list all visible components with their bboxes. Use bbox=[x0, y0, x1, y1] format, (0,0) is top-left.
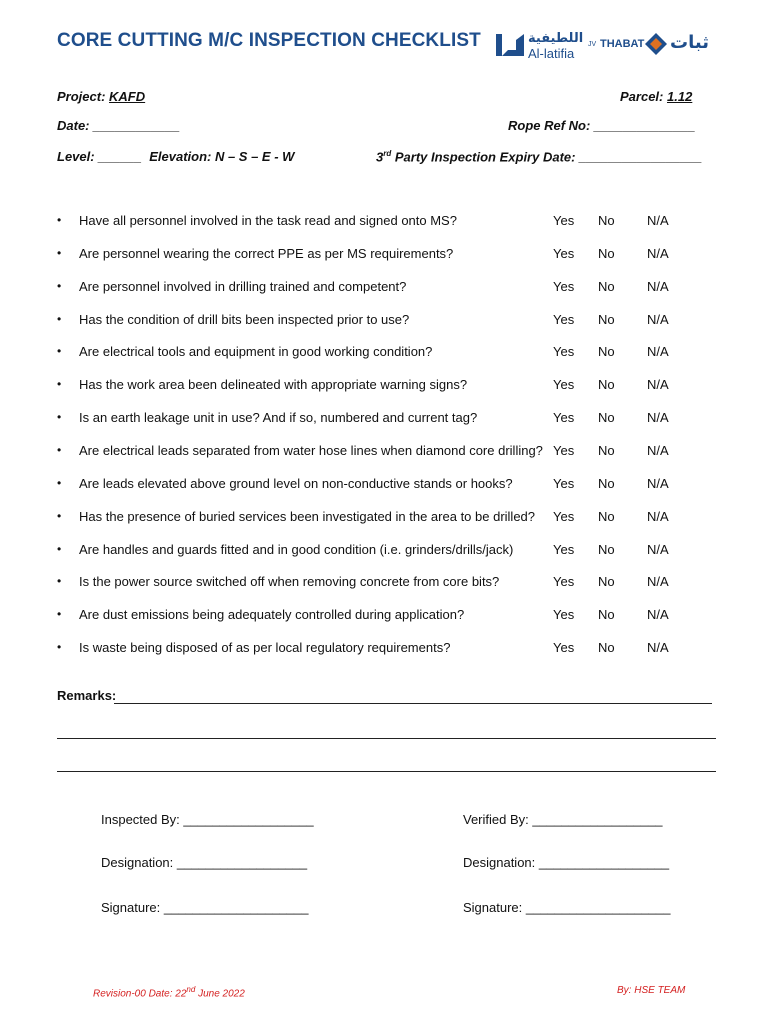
checklist-item bbox=[57, 213, 697, 233]
date-field bbox=[57, 118, 180, 133]
bullet-icon: • bbox=[57, 542, 62, 556]
option-na[interactable]: N/A bbox=[647, 476, 669, 491]
option-yes[interactable]: Yes bbox=[553, 607, 575, 622]
checklist-item bbox=[57, 542, 697, 562]
third-party-prefix: 3 bbox=[376, 149, 384, 165]
revision-sup: nd bbox=[186, 985, 196, 994]
bullet-icon: • bbox=[57, 246, 62, 260]
bullet-icon: • bbox=[57, 312, 62, 326]
verified-by-field bbox=[463, 812, 663, 827]
bullet-icon: • bbox=[57, 213, 62, 227]
question-text: Are dust emissions being adequately controlled during application? bbox=[79, 607, 465, 622]
option-yes[interactable]: Yes bbox=[553, 246, 575, 261]
option-na[interactable]: N/A bbox=[647, 509, 669, 524]
revision-suffix: June 2022 bbox=[198, 988, 245, 1000]
option-no[interactable]: No bbox=[598, 476, 615, 491]
project-label: Project: bbox=[57, 89, 106, 104]
third-party-blank[interactable]: _________________ bbox=[579, 149, 703, 165]
checklist-item bbox=[57, 246, 697, 266]
question-text: Has the presence of buried services been investigated in the area to be drilled? bbox=[79, 509, 536, 524]
option-no[interactable]: No bbox=[598, 542, 615, 557]
al-latifia-arabic: اللطيفية bbox=[528, 30, 584, 45]
bullet-icon: • bbox=[57, 574, 62, 588]
verified-by-blank[interactable]: __________________ bbox=[532, 812, 663, 827]
bullet-icon: • bbox=[57, 476, 62, 490]
third-party-sup: rd bbox=[383, 149, 392, 158]
checklist-item bbox=[57, 312, 697, 332]
option-no[interactable]: No bbox=[598, 410, 615, 425]
inspected-by-label: Inspected By: bbox=[101, 812, 180, 827]
option-no[interactable]: No bbox=[598, 246, 615, 261]
remarks-label: Remarks: bbox=[57, 688, 117, 703]
option-yes[interactable]: Yes bbox=[553, 344, 575, 359]
checklist-item bbox=[57, 279, 697, 299]
parcel-value: 1.12 bbox=[667, 89, 693, 104]
remarks-line-2[interactable] bbox=[57, 738, 716, 739]
option-yes[interactable]: Yes bbox=[553, 574, 575, 589]
checklist-item bbox=[57, 443, 697, 463]
option-no[interactable]: No bbox=[598, 377, 615, 392]
option-yes[interactable]: Yes bbox=[553, 640, 575, 655]
signature-right-blank[interactable]: ____________________ bbox=[525, 900, 671, 915]
company-logos bbox=[494, 30, 709, 64]
signature-left-label: Signature: bbox=[101, 900, 161, 915]
question-text: Are handles and guards fitted and in good condition (i.e. grinders/drills/jack) bbox=[79, 542, 514, 557]
question-text: Are electrical tools and equipment in good working condition? bbox=[79, 344, 433, 359]
question-text: Have all personnel involved in the task read and signed onto MS? bbox=[79, 213, 457, 228]
level-field bbox=[57, 149, 294, 164]
option-yes[interactable]: Yes bbox=[553, 213, 575, 228]
checklist-item bbox=[57, 607, 697, 627]
question-text: Are personnel involved in drilling trained and competent? bbox=[79, 279, 407, 294]
page-title: CORE CUTTING M/C INSPECTION CHECKLIST bbox=[57, 30, 481, 51]
signature-right-label: Signature: bbox=[463, 900, 523, 915]
option-yes[interactable]: Yes bbox=[553, 476, 575, 491]
revision-footer bbox=[93, 985, 245, 999]
rope-ref-field bbox=[508, 118, 695, 133]
option-no[interactable]: No bbox=[598, 640, 615, 655]
bullet-icon: • bbox=[57, 410, 62, 424]
date-blank[interactable]: ____________ bbox=[93, 118, 180, 133]
thabat-latin: THABAT bbox=[600, 38, 645, 50]
third-party-field bbox=[376, 149, 702, 164]
option-yes[interactable]: Yes bbox=[553, 410, 575, 425]
thabat-diamond-icon bbox=[644, 32, 668, 56]
bullet-icon: • bbox=[57, 607, 62, 621]
option-na[interactable]: N/A bbox=[647, 640, 669, 655]
bullet-icon: • bbox=[57, 443, 62, 457]
rope-ref-blank[interactable]: ______________ bbox=[593, 118, 696, 133]
option-no[interactable]: No bbox=[598, 344, 615, 359]
bullet-icon: • bbox=[57, 509, 62, 523]
option-no[interactable]: No bbox=[598, 607, 615, 622]
option-no[interactable]: No bbox=[598, 279, 615, 294]
jv-label: JV bbox=[588, 41, 597, 48]
bullet-icon: • bbox=[57, 377, 62, 391]
option-na[interactable]: N/A bbox=[647, 246, 669, 261]
checklist-item bbox=[57, 640, 697, 660]
project-value: KAFD bbox=[109, 89, 146, 104]
designation-left-blank[interactable]: __________________ bbox=[176, 855, 308, 870]
option-na[interactable]: N/A bbox=[647, 279, 669, 294]
bullet-icon: • bbox=[57, 640, 62, 654]
designation-right-blank[interactable]: __________________ bbox=[538, 855, 670, 870]
inspected-by-field bbox=[101, 812, 314, 827]
rope-ref-label: Rope Ref No: bbox=[508, 118, 591, 133]
checklist-item bbox=[57, 476, 697, 496]
option-na[interactable]: N/A bbox=[647, 344, 669, 359]
level-blank[interactable]: ______ bbox=[98, 149, 142, 164]
checklist-item bbox=[57, 509, 697, 529]
signature-left-blank[interactable]: ____________________ bbox=[163, 900, 309, 915]
option-na[interactable]: N/A bbox=[647, 312, 669, 327]
option-yes[interactable]: Yes bbox=[553, 509, 575, 524]
option-na[interactable]: N/A bbox=[647, 377, 669, 392]
option-na[interactable]: N/A bbox=[647, 410, 669, 425]
option-na[interactable]: N/A bbox=[647, 213, 669, 228]
signature-right-field bbox=[463, 900, 671, 915]
option-na[interactable]: N/A bbox=[647, 574, 669, 589]
question-text: Are electrical leads separated from water hose lines when diamond core drilling? bbox=[79, 443, 543, 458]
option-na[interactable]: N/A bbox=[647, 607, 669, 622]
option-no[interactable]: No bbox=[598, 509, 615, 524]
option-no[interactable]: No bbox=[598, 574, 615, 589]
author-footer: By: HSE TEAM bbox=[617, 985, 686, 996]
level-label: Level: bbox=[57, 149, 95, 164]
designation-right-label: Designation: bbox=[463, 855, 536, 870]
checklist-item bbox=[57, 574, 697, 594]
bullet-icon: • bbox=[57, 344, 62, 358]
question-text: Has the work area been delineated with appropriate warning signs? bbox=[79, 377, 468, 392]
remarks-line-3[interactable] bbox=[57, 771, 716, 772]
thabat-arabic: ثبات bbox=[670, 32, 709, 52]
verified-by-label: Verified By: bbox=[463, 812, 529, 827]
question-text: Is the power source switched off when removing concrete from core bits? bbox=[79, 574, 500, 589]
option-na[interactable]: N/A bbox=[647, 542, 669, 557]
option-yes[interactable]: Yes bbox=[553, 542, 575, 557]
designation-left-field bbox=[101, 855, 307, 870]
checklist-item bbox=[57, 377, 697, 397]
option-yes[interactable]: Yes bbox=[553, 443, 575, 458]
option-yes[interactable]: Yes bbox=[553, 377, 575, 392]
revision-prefix: Revision-00 Date: 22 bbox=[93, 988, 187, 1000]
option-na[interactable]: N/A bbox=[647, 443, 669, 458]
checklist-item bbox=[57, 344, 697, 364]
project-field bbox=[57, 89, 145, 104]
parcel-label: Parcel: bbox=[620, 89, 664, 104]
option-yes[interactable]: Yes bbox=[553, 312, 575, 327]
option-no[interactable]: No bbox=[598, 312, 615, 327]
question-text: Has the condition of drill bits been inspected prior to use? bbox=[79, 312, 410, 327]
elevation-label: Elevation: N – S – E - W bbox=[149, 149, 295, 164]
inspected-by-blank[interactable]: __________________ bbox=[183, 812, 314, 827]
remarks-line-1[interactable] bbox=[114, 703, 712, 704]
question-text: Is an earth leakage unit in use? And if so, numbered and current tag? bbox=[79, 410, 478, 425]
option-no[interactable]: No bbox=[598, 443, 615, 458]
question-text: Are personnel wearing the correct PPE as per MS requirements? bbox=[79, 246, 454, 261]
date-label: Date: bbox=[57, 118, 90, 133]
question-text: Are leads elevated above ground level on non-conductive stands or hooks? bbox=[79, 476, 513, 491]
bullet-icon: • bbox=[57, 279, 62, 293]
third-party-label: Party Inspection Expiry Date: bbox=[394, 149, 576, 165]
question-text: Is waste being disposed of as per local regulatory requirements? bbox=[79, 640, 451, 655]
signature-left-field bbox=[101, 900, 309, 915]
designation-left-label: Designation: bbox=[101, 855, 174, 870]
option-yes[interactable]: Yes bbox=[553, 279, 575, 294]
option-no[interactable]: No bbox=[598, 213, 615, 228]
checklist-item bbox=[57, 410, 697, 430]
parcel-field bbox=[620, 89, 692, 104]
designation-right-field bbox=[463, 855, 669, 870]
al-latifia-latin: Al-latifia bbox=[528, 46, 575, 61]
